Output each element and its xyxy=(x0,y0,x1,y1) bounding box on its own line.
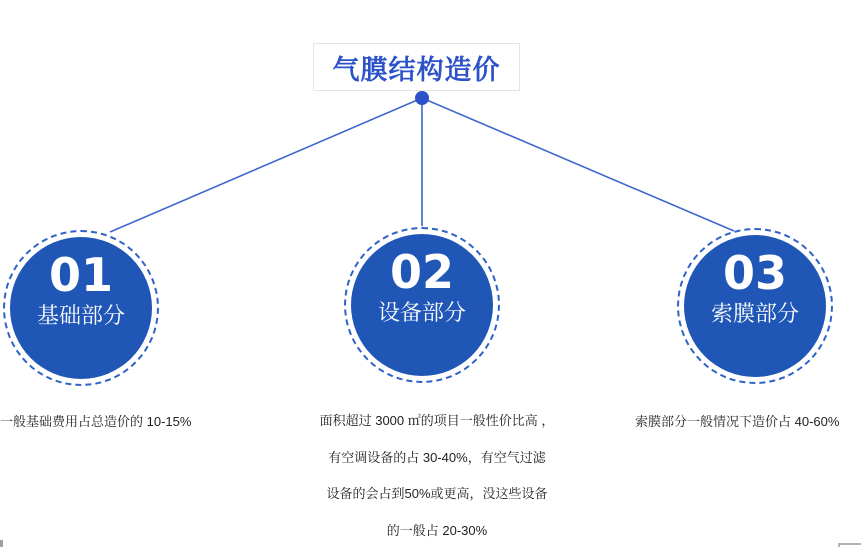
circle-03 xyxy=(684,235,826,377)
desc-membrane xyxy=(635,411,839,430)
desc-line: 的一般占 20-30% xyxy=(386,523,488,539)
node-number-02: 02 xyxy=(389,245,454,300)
page-title: 气膜结构造价 xyxy=(332,54,501,85)
desc-line: 一般基础费用占总造价的 10-15% xyxy=(0,414,192,429)
root-dot xyxy=(415,91,429,105)
desc-line: 有空调设备的占 30-40%，有空气过滤 xyxy=(328,449,546,465)
node-label-01: 基础部分 xyxy=(36,303,125,329)
desc-equipment xyxy=(287,403,587,547)
desc-line: 面积超过 3000 ㎡的项目一般性价比高 ， xyxy=(319,413,555,428)
cutoff-artifact-bottom-right xyxy=(838,543,861,547)
node-number-03: 03 xyxy=(722,246,787,301)
node-label-03: 索膜部分 xyxy=(710,301,799,327)
dashed-ring-03 xyxy=(677,228,833,384)
title-box xyxy=(313,43,520,91)
dashed-ring-02 xyxy=(344,227,500,383)
node-number-01: 01 xyxy=(48,248,113,303)
cutoff-artifact-bottom-left xyxy=(0,540,3,547)
circle-01 xyxy=(10,237,152,379)
connector-left xyxy=(110,98,422,232)
desc-line: 设备的会占到50%或更高，没这些设备 xyxy=(326,486,548,502)
connector-right xyxy=(422,98,734,231)
desc-line: 索膜部分一般情况下造价占 40-60% xyxy=(635,414,840,429)
desc-foundation xyxy=(0,411,191,430)
node-label-02: 设备部分 xyxy=(377,300,466,326)
dashed-ring-01 xyxy=(3,230,159,386)
circle-02 xyxy=(351,234,493,376)
